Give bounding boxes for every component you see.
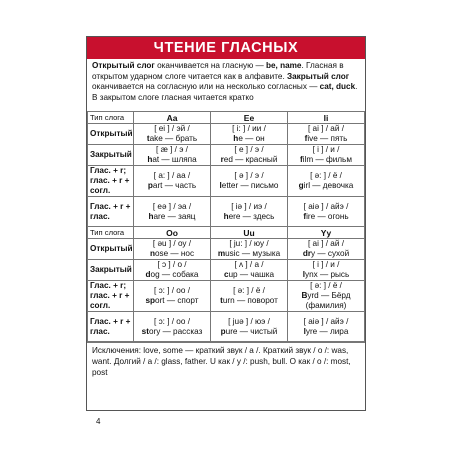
example-word [213, 134, 285, 144]
example-word [213, 249, 285, 259]
table-row [88, 312, 365, 342]
reading-cell [211, 197, 288, 227]
reading-cell [134, 239, 211, 260]
word-rest: ive — пять [307, 134, 348, 143]
reading-cell [134, 145, 211, 166]
transcription: [ ɔ: ] / оо / [154, 316, 190, 326]
word-rest: ake — брать [149, 134, 198, 143]
example-word [213, 181, 285, 191]
transcription: [ aiə ] / айэ / [303, 201, 349, 211]
transcription: [ ei ] / эй / [154, 124, 190, 133]
word-rest: yre — лира [305, 326, 349, 336]
letter-column-header: Yy [288, 227, 365, 239]
example-word [136, 155, 208, 165]
transcription: [ ɔ: ] / оо / [154, 286, 190, 295]
example-word [213, 327, 285, 337]
word-letters: f [300, 155, 303, 164]
card-title: ЧТЕНИЕ ГЛАСНЫХ [87, 37, 365, 59]
example-word [290, 249, 362, 259]
word-rest: irl — девочка [303, 181, 354, 190]
transcription: [ i: ] / ии / [232, 124, 266, 133]
reading-cell [288, 145, 365, 166]
transcription: [ i ] / и / [312, 145, 340, 154]
word-rest: ure — чистый [225, 326, 278, 336]
table-row [88, 166, 365, 197]
intro-text: . Гласная в открытом ударном слоге читается как в алфавите. [92, 61, 344, 81]
letter-column-header: Uu [211, 227, 288, 239]
word-rest: art — часть [152, 181, 197, 190]
letter-column-header: Oo [134, 227, 211, 239]
word-rest: ose — нос [154, 249, 195, 258]
word-rest: ire — огонь [306, 211, 349, 221]
word-rest: og — собака [150, 270, 199, 279]
reading-cell [134, 260, 211, 281]
reading-cell [211, 239, 288, 260]
example-word [290, 134, 362, 144]
word-rest: ilm — фильм [302, 155, 352, 164]
transcription: [ eə ] / эа / [152, 201, 192, 211]
word-letters: f [303, 211, 307, 221]
reading-cell [288, 281, 365, 312]
syllable-type-label: Закрытый [88, 260, 134, 281]
word-letters: c [223, 270, 229, 279]
word-rest: at — шляпа [152, 155, 197, 164]
transcription: [ əu ] / оу / [152, 239, 192, 248]
letter-column-header: Ee [211, 112, 288, 124]
word-letters: l [219, 181, 222, 190]
word-rest: etter — письмо [221, 181, 279, 190]
word-letters: h [223, 211, 229, 221]
example-word [136, 249, 208, 259]
word-rest: ed — красный [223, 155, 278, 164]
example-word [136, 181, 208, 191]
syllable-type-label: Открытый [88, 124, 134, 145]
example-word [136, 270, 208, 280]
closed-examples: cat, duck [319, 82, 356, 92]
word-rest: ynx — рысь [305, 270, 350, 279]
word-letters: f [304, 134, 308, 143]
open-examples: be, name [265, 61, 302, 70]
reading-cell [288, 312, 365, 342]
word-rest: are — заяц [153, 211, 196, 221]
word-rest: ort — спорт [155, 296, 199, 305]
letter-column-header: Aa [134, 112, 211, 124]
reading-cell [134, 197, 211, 227]
reading-cell [211, 312, 288, 342]
transcription: [ iə ] / иэ / [231, 201, 267, 211]
table-header-row [88, 112, 365, 124]
word-rest: urn — поворот [222, 296, 278, 305]
vowels-table [87, 111, 365, 342]
transcription: [ ai ] / ай / [308, 239, 344, 248]
word-letters: h [148, 211, 154, 221]
example-word [136, 212, 208, 222]
word-letters: st [141, 326, 149, 336]
word-letters: l [303, 326, 306, 336]
transcription: [ ai ] / ай / [308, 124, 344, 133]
transcription: [ ə ] / э / [234, 171, 264, 180]
word-rest: up — чашка [228, 270, 275, 279]
table-row [88, 260, 365, 281]
word-letters: t [146, 134, 150, 143]
letter-column-header: Ii [288, 112, 365, 124]
reading-cell [288, 260, 365, 281]
word-letters: B [301, 291, 308, 300]
transcription: [ a: ] / аа / [153, 171, 191, 180]
word-rest: ory — рассказ [148, 326, 203, 336]
syllable-type-header: Тип слога [88, 227, 134, 239]
syllable-type-label: Закрытый [88, 145, 134, 166]
intro-text: . В закрытом слоге гласная читается кратко [92, 82, 358, 103]
transcription: [ e ] / э / [234, 145, 264, 154]
intro-paragraph [87, 59, 365, 111]
transcription: [ juə ] / юэ / [228, 316, 270, 326]
word-letters: r [220, 155, 224, 164]
transcription: [ æ ] / э / [156, 145, 188, 154]
transcription: [ i ] / и / [312, 260, 340, 269]
word-rest: e — он [238, 134, 265, 143]
example-word [213, 155, 285, 165]
table-row [88, 197, 365, 227]
reading-cell [288, 197, 365, 227]
word-letters: n [149, 249, 155, 258]
transcription: [ ə: ] / ё / [310, 281, 342, 290]
word-letters: h [233, 134, 239, 143]
reading-cell [211, 124, 288, 145]
syllable-type-label: Глас. + r + глас. [88, 197, 134, 227]
transcription: [ ʌ ] / а / [234, 260, 264, 269]
intro-text: оканчивается на согласную или на несколько согласных — [92, 82, 320, 92]
reading-cell [134, 124, 211, 145]
table-row [88, 281, 365, 312]
page-number: 4 [96, 417, 101, 426]
reading-cell [288, 239, 365, 260]
transcription: [ aiə ] / айэ / [303, 316, 349, 326]
transcription: [ ə: ] / ё / [310, 171, 342, 180]
closed-term: Закрытый слог [287, 71, 350, 81]
syllable-type-label: Открытый [88, 239, 134, 260]
table-row [88, 145, 365, 166]
word-letters: sp [145, 296, 156, 305]
reading-vowels-card [86, 36, 366, 411]
reading-cell [134, 312, 211, 342]
example-word [136, 327, 208, 337]
reading-cell [211, 145, 288, 166]
syllable-type-label: Глас. + r; глас. + r + согл. [88, 281, 134, 312]
reading-cell [211, 260, 288, 281]
reading-cell [211, 281, 288, 312]
example-word [290, 212, 362, 222]
reading-cell [288, 124, 365, 145]
example-word [290, 155, 362, 165]
example-word [290, 327, 362, 337]
word-rest: yrd — Бёрд (фамилия) [305, 291, 351, 310]
table-row [88, 124, 365, 145]
reading-cell [211, 166, 288, 197]
word-letters: dr [302, 249, 312, 258]
word-rest: y — сухой [311, 249, 350, 258]
example-word [213, 212, 285, 222]
transcription: [ ju: ] / юу / [229, 239, 269, 248]
reading-cell [134, 166, 211, 197]
example-word [213, 296, 285, 306]
example-word [290, 270, 362, 280]
transcription: [ ə: ] / ё / [233, 286, 265, 295]
example-word [290, 181, 362, 191]
exceptions-note: Исключения: love, some — краткий звук / a /. Краткий звук / o /: was, want. Долгий / a /: glass, father. U как / y /: push, bull. O как / o /: most, post [87, 342, 365, 381]
word-letters: m [217, 249, 226, 258]
table-header-row [88, 227, 365, 239]
word-letters: h [147, 155, 153, 164]
example-word [136, 296, 208, 306]
transcription: [ ɔ ] / о / [157, 260, 187, 269]
example-word [290, 291, 362, 311]
word-rest: ere — здесь [228, 211, 275, 221]
intro-text: оканчивается на гласную — [154, 61, 266, 70]
reading-cell [134, 281, 211, 312]
example-word [136, 134, 208, 144]
example-word [213, 270, 285, 280]
table-row [88, 239, 365, 260]
word-rest: usic — музыка [225, 249, 281, 258]
word-letters: p [147, 181, 153, 190]
syllable-type-label: Глас. + r + глас. [88, 312, 134, 342]
open-term: Открытый слог [92, 61, 155, 70]
reading-cell [288, 166, 365, 197]
word-letters: d [145, 270, 151, 279]
syllable-type-label: Глас. + r; глас. + r + согл. [88, 166, 134, 197]
word-letters: l [302, 270, 305, 279]
syllable-type-header: Тип слога [88, 112, 134, 124]
word-letters: p [220, 326, 226, 336]
word-letters: g [298, 181, 304, 190]
word-letters: t [220, 296, 223, 305]
